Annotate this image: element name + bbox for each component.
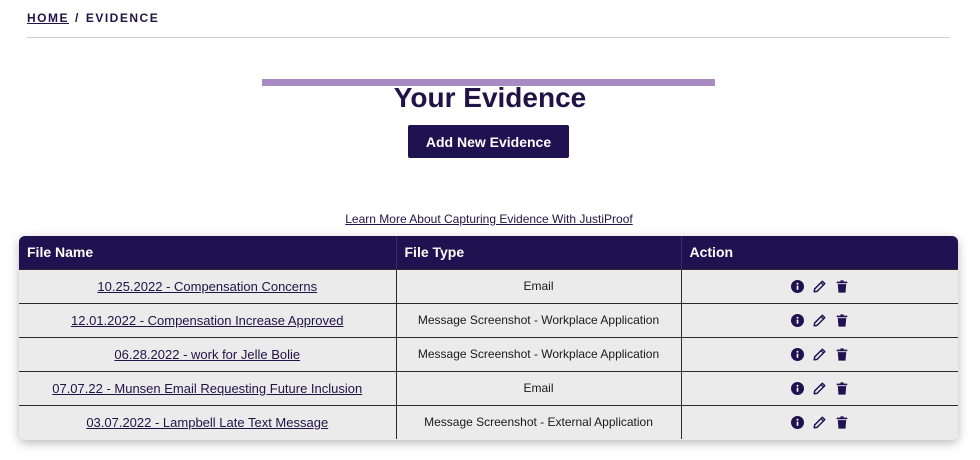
file-type-cell: Message Screenshot - Workplace Application [396,337,681,371]
file-name-cell [19,405,396,439]
action-cell [681,303,958,337]
file-name-link[interactable]: 10.25.2022 - Compensation Concerns [97,278,318,294]
trash-icon[interactable] [835,347,849,361]
action-cell [681,269,958,303]
edit-pencil-icon[interactable] [813,279,827,293]
breadcrumb-separator: / [75,11,80,25]
column-header-file-name: File Name [19,236,396,269]
file-name-link[interactable]: 12.01.2022 - Compensation Increase Approved [71,312,344,328]
file-name-link[interactable]: 07.07.22 - Munsen Email Requesting Future Inclusion [52,380,363,396]
breadcrumb-home-link[interactable]: HOME [27,11,69,25]
trash-icon[interactable] [835,279,849,293]
action-group [791,378,849,398]
file-name-cell [19,371,396,405]
table-header-row [19,236,958,269]
file-name-link[interactable]: 03.07.2022 - Lampbell Late Text Message [86,414,329,430]
header-divider [27,37,950,38]
table-row [19,371,958,405]
file-name-cell [19,337,396,371]
info-icon[interactable] [791,279,805,293]
trash-icon[interactable] [835,381,849,395]
info-icon[interactable] [791,381,805,395]
action-group [791,276,849,296]
file-name-cell [19,303,396,337]
table-row [19,337,958,371]
info-icon[interactable] [791,313,805,327]
column-header-file-type: File Type [396,236,681,269]
info-icon[interactable] [791,415,805,429]
page-title: Your Evidence [393,82,587,113]
breadcrumb [27,11,159,25]
learn-more-link[interactable]: Learn More About Capturing Evidence With JustiProof [345,212,633,226]
file-name-link[interactable]: 06.28.2022 - work for Jelle Bolie [114,346,301,362]
file-name-cell [19,269,396,303]
edit-pencil-icon[interactable] [813,415,827,429]
action-cell [681,337,958,371]
action-group [791,344,849,364]
file-type-cell: Message Screenshot - Workplace Application [396,303,681,337]
column-header-action: Action [689,244,734,261]
file-type-cell: Email [396,269,681,303]
file-type-cell: Email [396,371,681,405]
info-icon[interactable] [791,347,805,361]
add-new-evidence-button[interactable]: Add New Evidence [408,125,569,158]
action-cell [681,405,958,439]
edit-pencil-icon[interactable] [813,381,827,395]
evidence-table [19,236,958,439]
table-row [19,405,958,439]
table-row [19,269,958,303]
action-group [791,310,849,330]
trash-icon[interactable] [835,313,849,327]
evidence-table-container [19,236,958,440]
edit-pencil-icon[interactable] [813,313,827,327]
file-type-cell: Message Screenshot - External Application [396,405,681,439]
action-group [791,412,849,432]
action-cell [681,371,958,405]
trash-icon[interactable] [835,415,849,429]
edit-pencil-icon[interactable] [813,347,827,361]
table-row [19,303,958,337]
breadcrumb-current: EVIDENCE [85,11,160,25]
